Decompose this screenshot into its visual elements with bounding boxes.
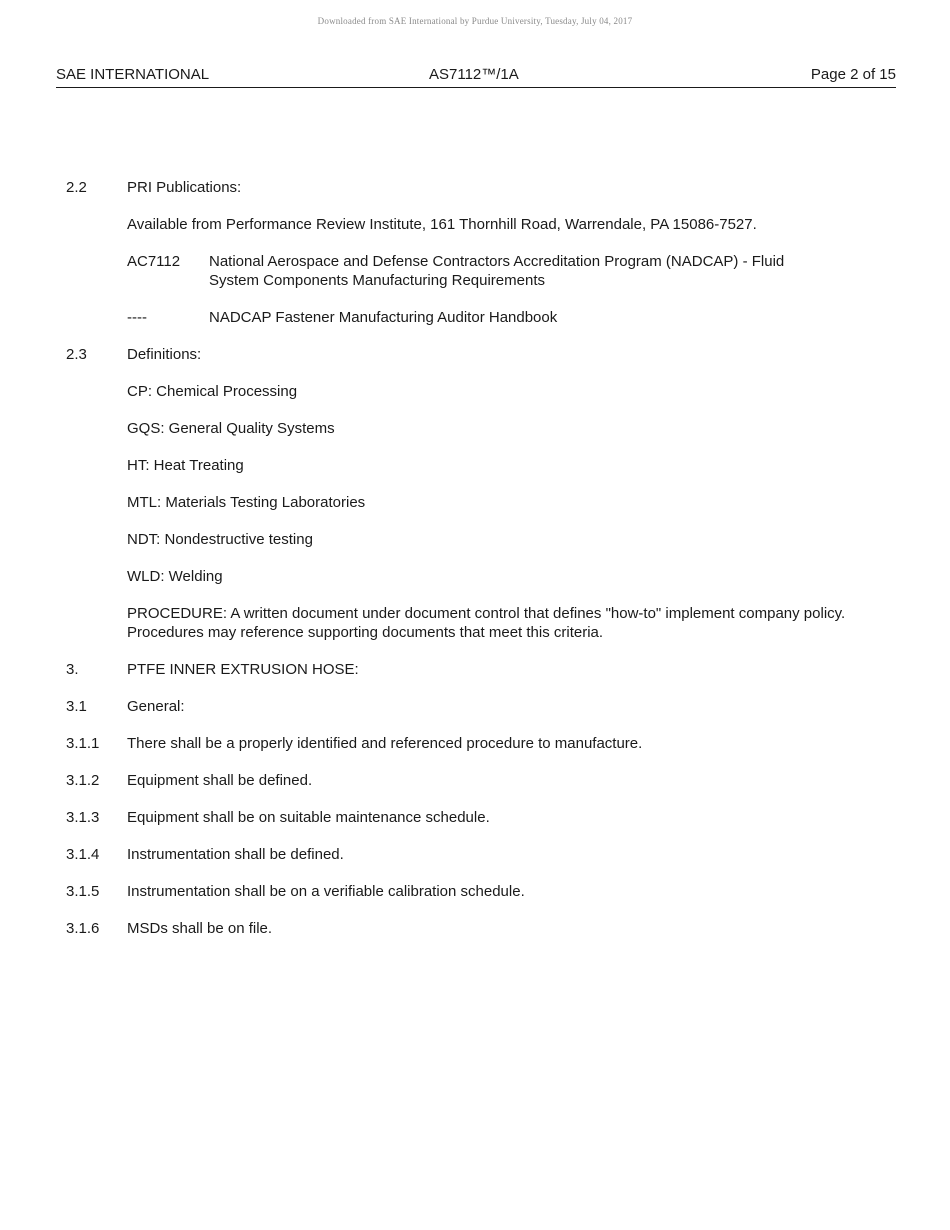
section-title: Definitions: [127,346,202,363]
section-number: 3.1 [66,698,87,715]
requirement-item [66,845,846,864]
reference-entry [127,252,846,290]
item-text: Equipment shall be defined. [127,772,313,789]
item-number: 3.1.5 [66,883,100,900]
page-header [56,66,896,88]
section-title: General: [127,698,185,715]
definition-item: PROCEDURE: A written document under document control that defines "how-to" implement company policy. Procedures may reference supporting documents that meet this criteria. [127,605,846,641]
availability-statement: Available from Performance Review Institute, 161 Thornhill Road, Warrendale, PA 15086-7527. [127,216,757,233]
item-number: 3.1.4 [66,846,100,863]
definition-item: CP: Chemical Processing [127,383,298,400]
reference-description: NADCAP Fastener Manufacturing Auditor Handbook [209,309,558,326]
requirement-item [66,882,846,901]
item-number: 3.1.6 [66,920,100,937]
section-number: 3. [66,661,79,678]
reference-code: ---- [127,309,147,326]
item-number: 3.1.3 [66,809,100,826]
item-number: 3.1.2 [66,772,100,789]
definition-item: GQS: General Quality Systems [127,420,335,437]
requirement-item [66,734,846,753]
section-title: PRI Publications: [127,179,242,196]
document-body [66,178,846,956]
section-3-1-heading [66,697,846,716]
header-page-number: Page 2 of 15 [810,66,896,83]
section-number: 2.2 [66,179,87,196]
requirement-item [66,808,846,827]
section-2-2-heading [66,178,846,197]
section-2-3-heading [66,345,846,364]
item-text: There shall be a properly identified and referenced procedure to manufacture. [127,735,643,752]
definition-item: NDT: Nondestructive testing [127,531,313,548]
item-text: MSDs shall be on file. [127,920,273,937]
item-text: Equipment shall be on suitable maintenance schedule. [127,809,490,826]
item-text: Instrumentation shall be defined. [127,846,344,863]
requirement-item [66,771,846,790]
reference-code: AC7112 [127,253,181,270]
definition-item: HT: Heat Treating [127,457,244,474]
item-text: Instrumentation shall be on a verifiable calibration schedule. [127,883,525,900]
section-number: 2.3 [66,346,87,363]
definition-item: MTL: Materials Testing Laboratories [127,494,366,511]
section-title: PTFE INNER EXTRUSION HOSE: [127,661,359,678]
reference-entry [127,308,846,327]
reference-description: National Aerospace and Defense Contractors Accreditation Program (NADCAP) - Fluid System Components Manufacturing Requirements [209,253,785,289]
requirement-item [66,919,846,938]
download-watermark: Downloaded from SAE International by Purdue University, Tuesday, July 04, 2017 [317,16,633,26]
item-number: 3.1.1 [66,735,100,752]
section-3-heading [66,660,846,679]
definition-item: WLD: Welding [127,568,223,585]
header-doc-id: AS7112™/1A [429,66,519,83]
header-org: SAE INTERNATIONAL [56,66,210,83]
